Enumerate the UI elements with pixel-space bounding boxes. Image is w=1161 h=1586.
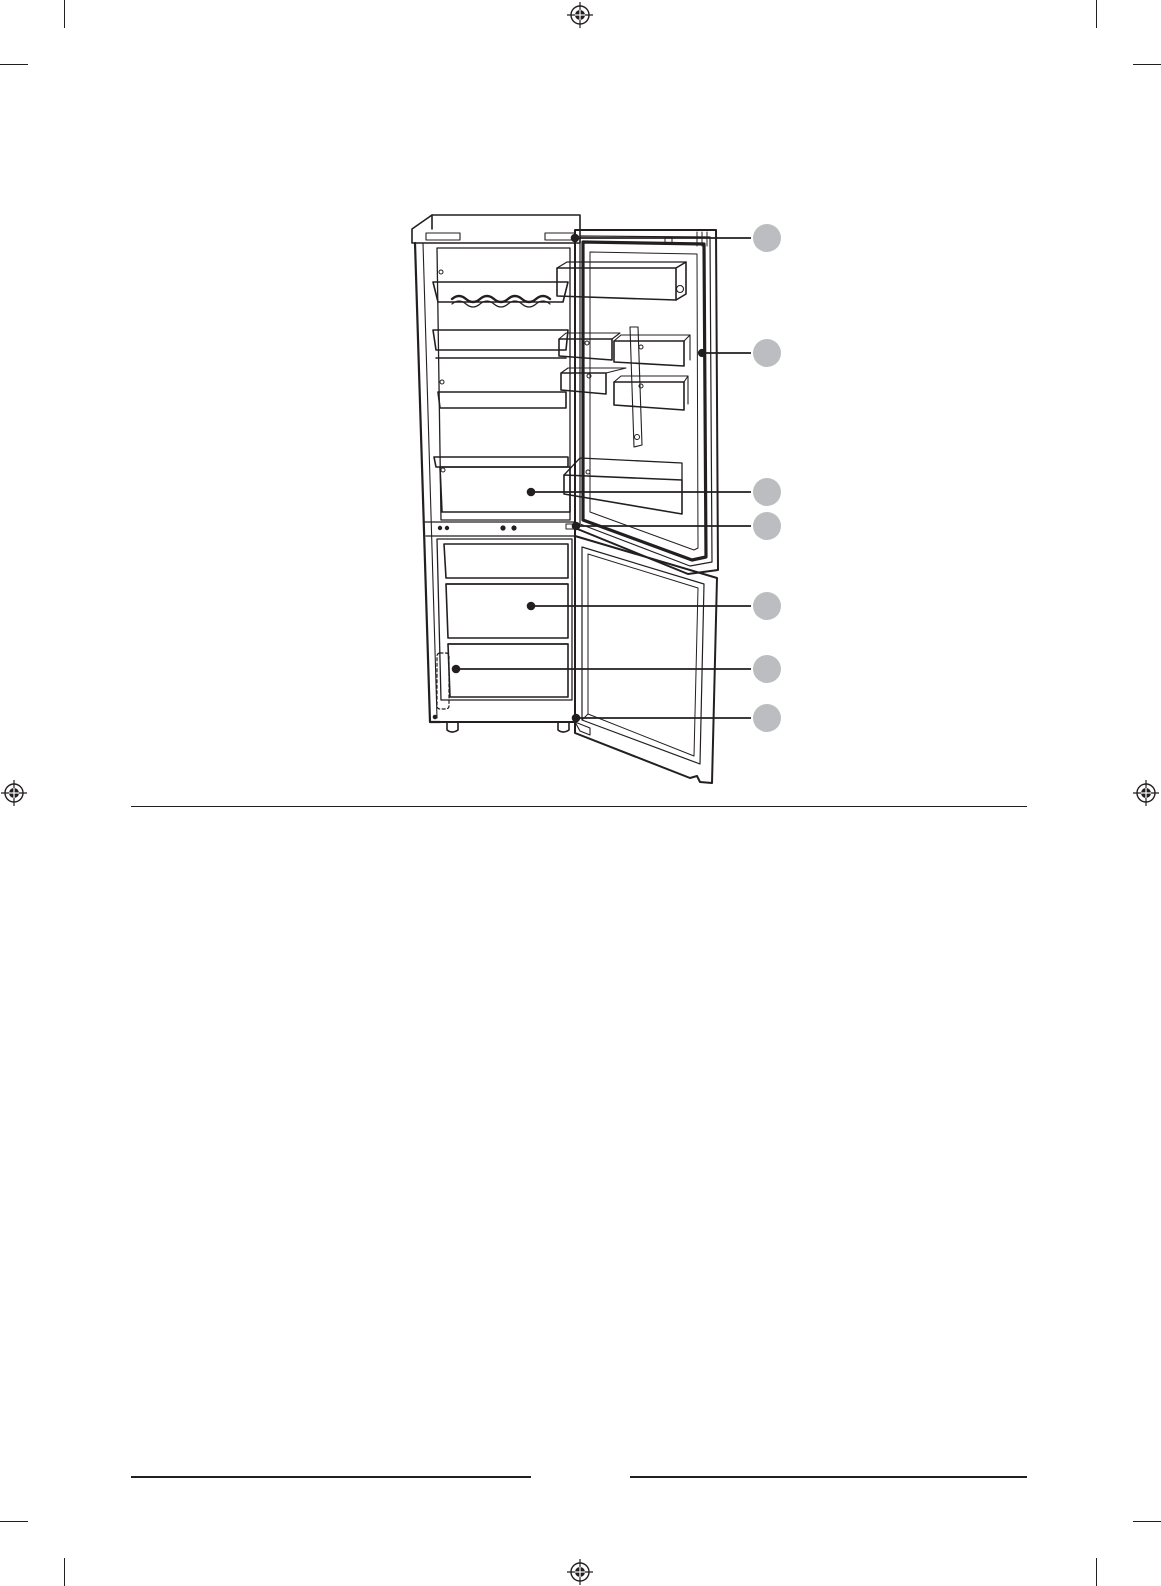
callout-marker-5	[753, 592, 781, 620]
callout-marker-4	[753, 512, 781, 540]
registration-mark-top	[567, 2, 593, 28]
callout-marker-1	[753, 224, 781, 252]
callout-marker-3	[753, 478, 781, 506]
registration-mark-bottom	[567, 1559, 593, 1585]
registration-mark-right	[1133, 780, 1159, 806]
cabinet	[412, 215, 580, 732]
callout-markers	[753, 224, 781, 732]
registration-mark-left	[1, 780, 27, 806]
fridge-door	[557, 230, 718, 574]
callout-marker-6	[753, 655, 781, 683]
callout-marker-2	[753, 339, 781, 367]
callout-marker-7	[753, 704, 781, 732]
